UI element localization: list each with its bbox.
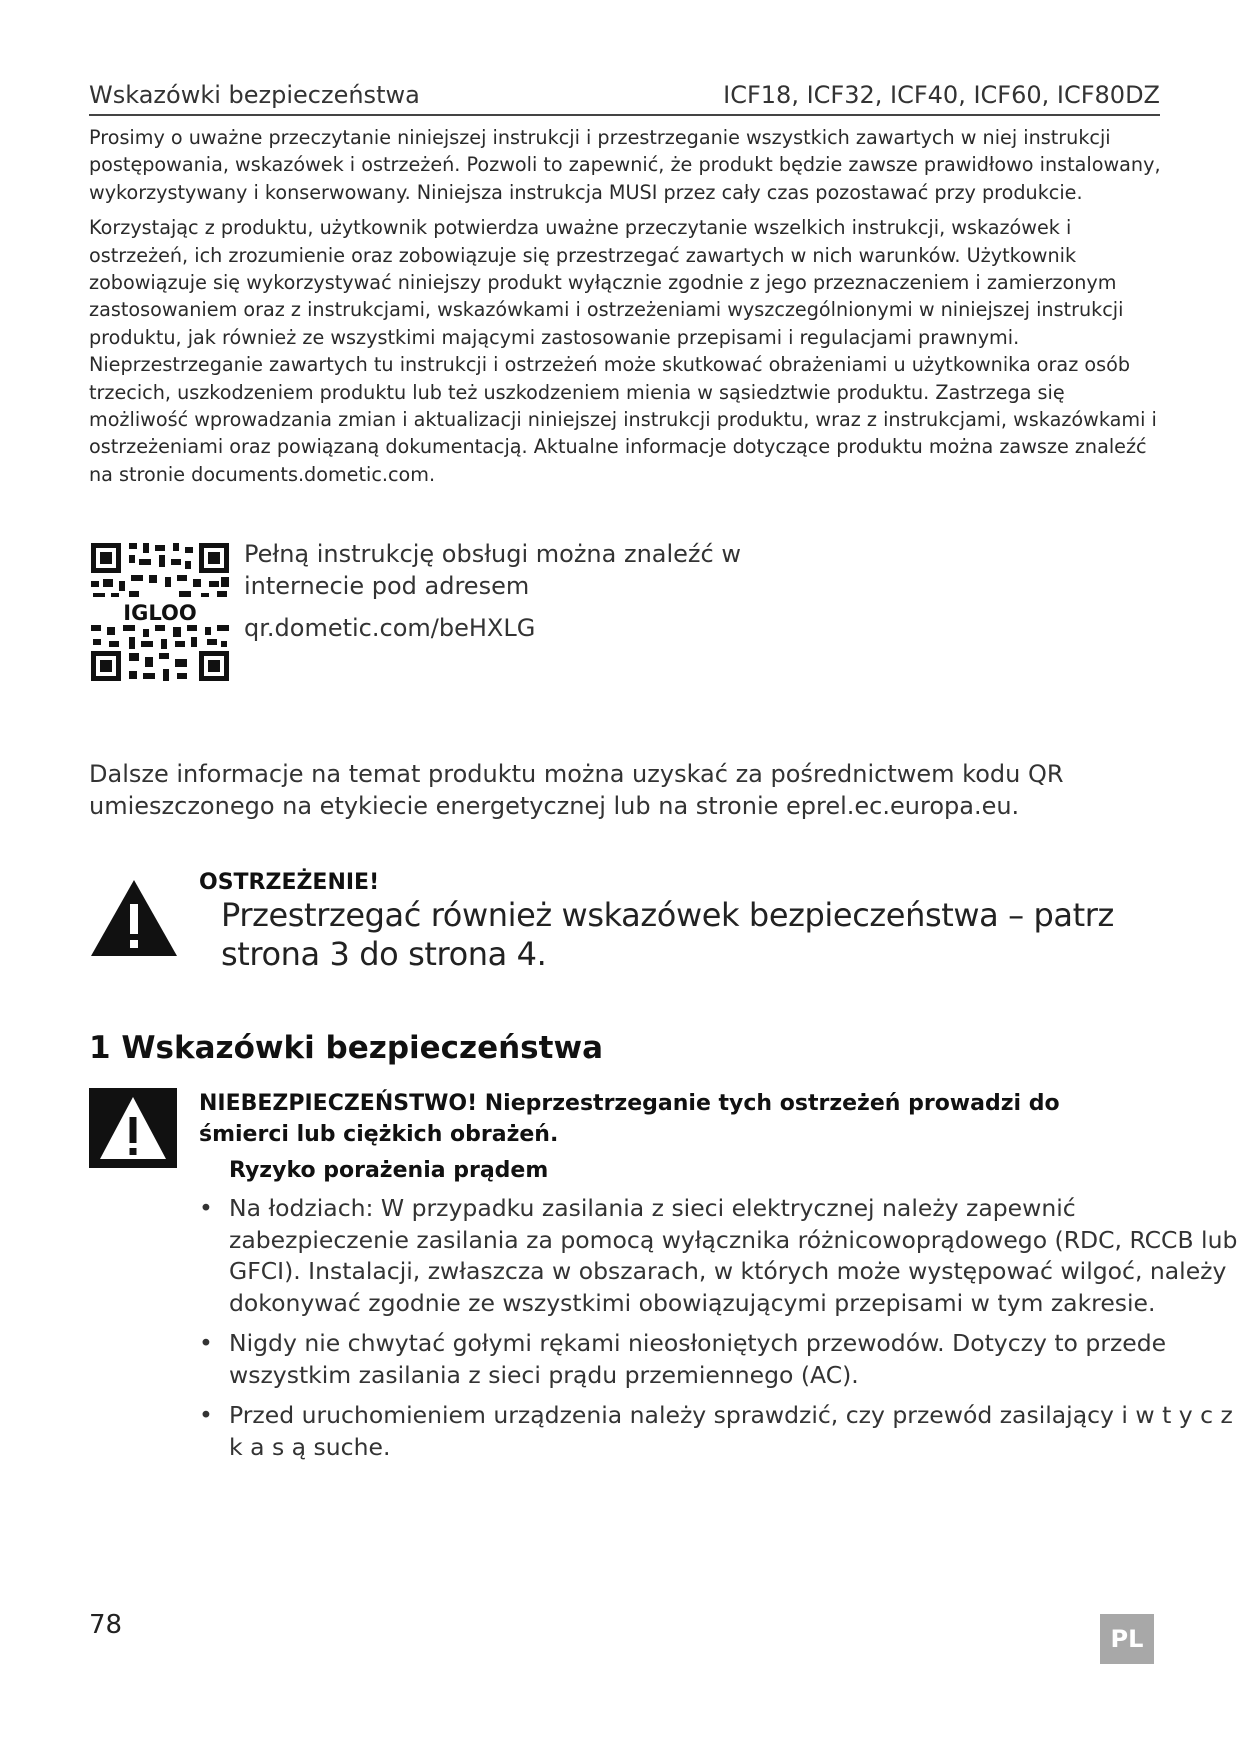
list-item: • Na łodziach: W przypadku zasilania z sieci elektrycznej należy zapewnić zabezpieczenie zasilania za pomocą wyłącznika różnicowoprądowego (RDC, RCCB lub GFCI). Instalacji, zwłaszcza w obszarach, w których może występować wilgoć, należy dokonywać zgodnie ze wszystkimi obowiązującymi przepisami w tym zakresie. xyxy=(199,1193,1241,1319)
danger-title: NIEBEZPIECZEŃSTWO! Nieprzestrzeganie tych ostrzeżeń prowadzi do śmierci lub ciężkich obrażeń. xyxy=(199,1091,1060,1147)
danger-subtitle: Ryzyko porażenia prądem xyxy=(229,1158,549,1183)
intro-paragraph-2: Korzystając z produktu, użytkownik potwierdza uważne przeczytanie wszelkich instrukcji, wskazówek i ostrzeżeń, ich zrozumienie oraz zobowiązuje się przestrzegać zawartych w nich warunków. Użytkownik zobowiązuje się wykorzystywać niniejszy produkt wyłącznie zgodnie z jego przeznaczeniem i zamierzonym zastosowaniem oraz z instrukcjami, wskazówkami i ostrzeżeniami wyszczególnionymi w niniejszej instrukcji produktu, jak również ze wszystkimi mającymi zastosowanie przepisami i regulacjami prawnymi. Nieprzestrzeganie zawartych tu instrukcji i ostrzeżeń może skutkować obrażeniami u użytkownika oraz osób trzecich, uszkodzeniem produktu lub też uszkodzeniem mienia w sąsiedztwie produktu. Zastrzega się możliwość wprowadzania zmian i aktualizacji niniejszej instrukcji produktu, wraz z instrukcjami, wskazówkami i ostrzeżeniami oraz powiązaną dokumentacją. Aktualne informacje dotyczące produktu można zawsze znaleźć na stronie documents.dometic.com. xyxy=(89,216,1157,486)
header-title: Wskazówki bezpieczeństwa xyxy=(89,81,420,109)
danger-list xyxy=(199,1193,1241,1472)
qr-url-link[interactable]: qr.dometic.com/beHXLG xyxy=(244,614,536,642)
list-item: • Przed uruchomieniem urządzenia należy sprawdzić, czy przewód zasilający i w t y c z k a s ą suche. xyxy=(199,1400,1241,1463)
intro-paragraph-1: Prosimy o uważne przeczytanie niniejszej instrukcji i przestrzeganie wszystkich zawartych w niej instrukcji postępowania, wskazówek i ostrzeżeń. Pozwoli to zapewnić, że produkt będzie zawsze prawidłowo instalowany, wykorzystywany i konserwowany. Niniejsza instrukcja MUSI przez cały czas pozostawać przy produkcie. xyxy=(89,126,1161,204)
list-item: • Nigdy nie chwytać gołymi rękami nieosłoniętych przewodów. Dotyczy to przede wszystkim zasilania z sieci prądu przemiennego (AC). xyxy=(199,1328,1241,1391)
further-info: Dalsze informacje na temat produktu można uzyskać za pośrednictwem kodu QR umieszczonego na etykiecie energetycznej lub na stronie eprel.ec.europa.eu. xyxy=(89,760,1064,820)
danger-icon xyxy=(89,1088,177,1168)
warning-block xyxy=(89,870,1169,1000)
danger-block xyxy=(89,1088,1238,1508)
warning-triangle-icon xyxy=(89,878,179,958)
qr-block xyxy=(89,538,789,688)
page-number: 78 xyxy=(89,1610,123,1640)
igloo-logo: IGLOO xyxy=(123,601,197,625)
warning-title: OSTRZEŻENIE! xyxy=(199,870,380,895)
qr-description xyxy=(244,538,804,644)
page-header xyxy=(89,80,1160,116)
qr-code-icon[interactable] xyxy=(89,541,231,683)
header-models: ICF18, ICF32, ICF40, ICF60, ICF80DZ xyxy=(723,81,1160,109)
qr-text: Pełną instrukcję obsługi można znaleźć w internecie pod adresem xyxy=(244,540,741,600)
warning-body: Przestrzegać również wskazówek bezpieczeństwa – patrz strona 3 do strona 4. xyxy=(221,896,1114,973)
intro-text xyxy=(89,124,1164,496)
section-title: 1 Wskazówki bezpieczeństwa xyxy=(89,1030,603,1066)
language-badge: PL xyxy=(1100,1614,1154,1664)
danger-triangle-icon xyxy=(96,1093,170,1163)
